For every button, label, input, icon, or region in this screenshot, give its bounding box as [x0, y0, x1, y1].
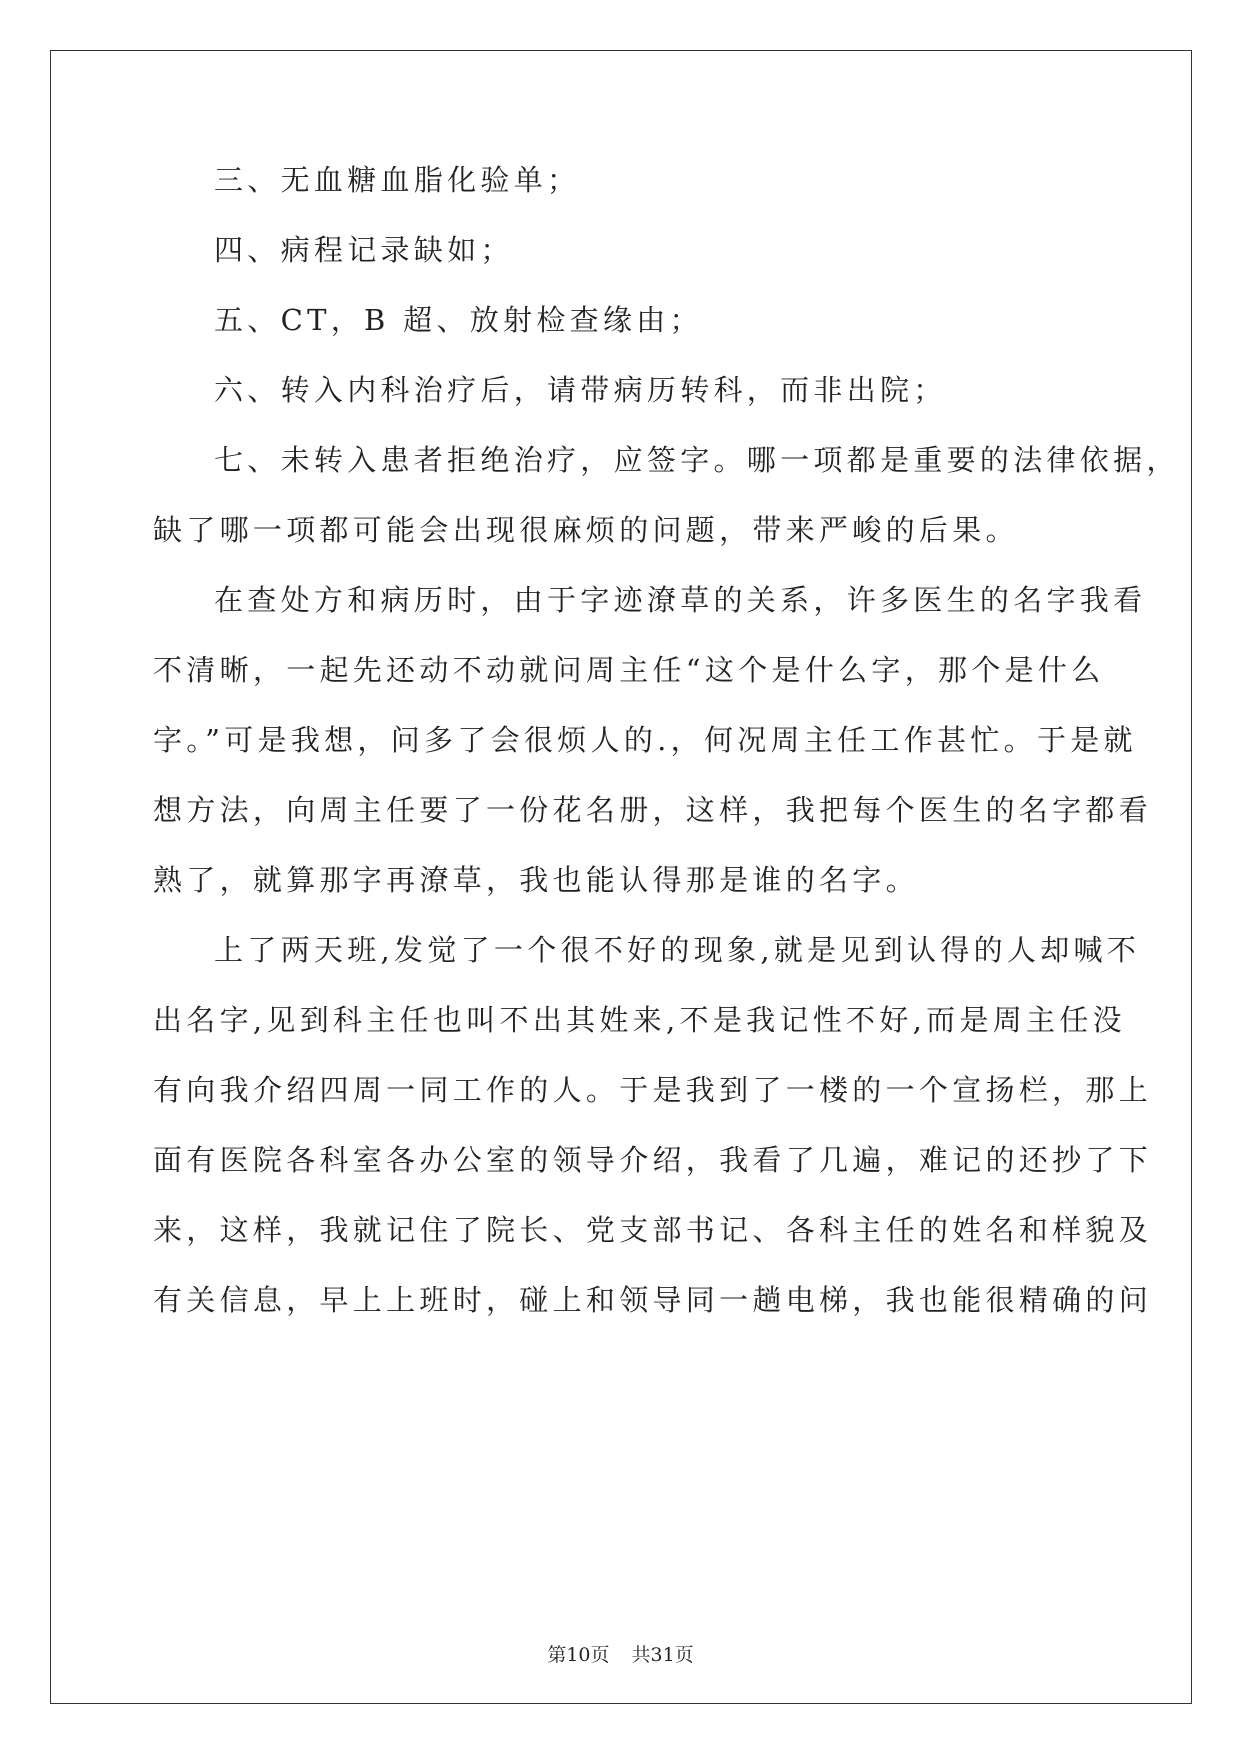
line-item-8: 不清晰，一起先还动不动就问周主任“这个是什么字，那个是什么 [153, 653, 1105, 687]
line-item-1: 三、无血糖血脂化验单； [214, 163, 581, 197]
line-item-12: 上了两天班,发觉了一个很不好的现象,就是见到认得的人却喊不 [214, 933, 1141, 967]
line-item-5: 七、未转入患者拒绝治疗，应签字。哪一项都是重要的法律依据， [214, 443, 1180, 477]
current-page-number: 第10页 [547, 1644, 610, 1666]
line-item-14: 有向我介绍四周一同工作的人。于是我到了一楼的一个宣扬栏，那上 [153, 1073, 1153, 1107]
line-item-16: 来，这样，我就记住了院长、党支部书记、各科主任的姓名和样貌及 [153, 1213, 1153, 1247]
line-item-2: 四、病程记录缺如； [214, 233, 514, 267]
line-item-13: 出名字,见到科主任也叫不出其姓来,不是我记性不好,而是周主任没 [153, 1003, 1126, 1037]
page-footer [0, 1643, 1241, 1667]
line-item-4: 六、转入内科治疗后，请带病历转科，而非出院； [214, 373, 947, 407]
line-item-3: 五、CT，B 超、放射检查缘由； [214, 303, 703, 337]
line-item-11: 熟了，就算那字再潦草，我也能认得那是谁的名字。 [153, 863, 919, 897]
line-item-7: 在查处方和病历时，由于字迹潦草的关系，许多医生的名字我看 [214, 583, 1147, 617]
total-pages: 共31页 [631, 1644, 694, 1666]
line-item-17: 有关信息，早上上班时，碰上和领导同一趟电梯，我也能很精确的问 [153, 1283, 1153, 1317]
line-item-9: 字。”可是我想，问多了会很烦人的.，何况周主任工作甚忙。于是就 [153, 723, 1137, 757]
line-item-15: 面有医院各科室各办公室的领导介绍，我看了几遍，难记的还抄了下 [153, 1143, 1153, 1177]
line-item-10: 想方法，向周主任要了一份花名册，这样，我把每个医生的名字都看 [153, 793, 1153, 827]
line-item-6: 缺了哪一项都可能会出现很麻烦的问题，带来严峻的后果。 [153, 513, 1019, 547]
